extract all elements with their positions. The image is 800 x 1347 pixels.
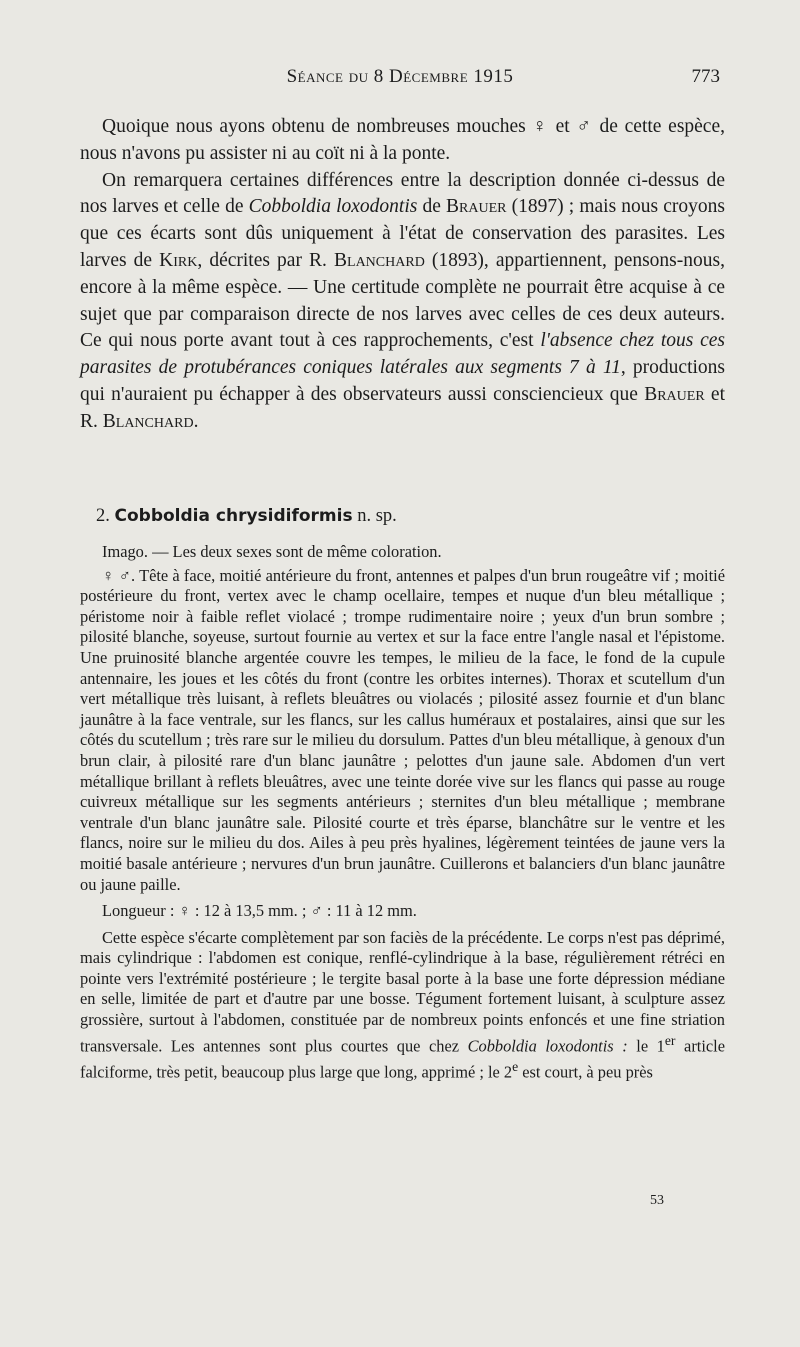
species-heading bbox=[96, 506, 397, 527]
author-name: Brauer bbox=[644, 383, 705, 405]
emphasis: l'absence chez tous ces parasites de protubérances coniques latérales aux segments 7 à 11 bbox=[80, 330, 725, 379]
text-run: le 1 bbox=[627, 1036, 665, 1056]
text-run: article falciforme, très petit, beaucoup plus large que long, apprimé ; le 2 bbox=[80, 1036, 725, 1082]
length-line: Longueur : ♀ : 12 à 13,5 mm. ; ♂ : 11 à 12 mm. bbox=[102, 901, 417, 921]
running-header bbox=[80, 66, 720, 96]
author-name: Blanchard bbox=[102, 410, 194, 432]
author-name: Kirk bbox=[159, 249, 198, 271]
author-name: Brauer bbox=[446, 196, 507, 218]
paragraph-1: Quoique nous ayons obtenu de nombreuses mouches ♀ et ♂ de cette espèce, nous n'avons pu assister ni au coït ni à la ponte. bbox=[80, 116, 725, 164]
text-run: de bbox=[417, 196, 447, 218]
comparison-paragraph bbox=[80, 928, 725, 1083]
text-run: , décrites par R. bbox=[197, 249, 335, 271]
superscript: er bbox=[664, 1032, 676, 1048]
heading-suffix: n. sp. bbox=[357, 506, 397, 526]
text-run: et R. bbox=[80, 383, 726, 432]
page-number: 773 bbox=[691, 66, 720, 87]
text-run: (1893), appartiennent, pensons-nous, encore à la même espèce. — Une certitude complète ne pourrait être acquise à ce sujet que par comparaison directe de nos larves avec celles de ces deux auteurs. Ce qui nous porte avant tout à ces rapprochements, c'est bbox=[80, 249, 725, 352]
text-run: . bbox=[193, 410, 199, 432]
author-name: Blanchard bbox=[334, 249, 425, 271]
text-run: On remarquera certaines différences entre la description donnée ci-dessus de nos larves et celle de bbox=[80, 169, 725, 218]
heading-number: 2. bbox=[96, 506, 110, 526]
text-run: (1897) ; mais nous croyons que ces écarts sont dûs uniquement à l'état de conservation des parasites. Les larves de bbox=[80, 196, 726, 271]
text-run: est court, à peu près bbox=[518, 1062, 653, 1082]
text-run: , productions qui n'auraient pu échapper à des observateurs aussi consciencieux que bbox=[80, 357, 725, 405]
species-name: Cobboldia loxodontis bbox=[248, 196, 418, 218]
upper-text bbox=[80, 114, 725, 436]
text-run: Cette espèce s'écarte complètement par son faciès de la précédente. Le corps n'est pas déprimé, mais cylindrique : l'abdomen est conique, renflé-cylindrique à la base, régulièrement rétréci en pointe vers l'extrémité postérieure ; le tergite basal porte à la base une forte dépression médiane en selle, limitée de part et d'autre par une bosse. Tégument fortement luisant, à sculpture assez grossière, surtout à l'abdomen, constituée par de nombreux points enfoncés et une fine striation transversale. Les antennes sont plus courtes que chez bbox=[80, 927, 725, 1056]
heading-species: Cobboldia chrysidiformis bbox=[114, 506, 353, 526]
signature-mark: 53 bbox=[650, 1193, 664, 1208]
superscript: e bbox=[512, 1058, 519, 1074]
imago-line: Imago. — Les deux sexes sont de même coloration. bbox=[102, 542, 442, 561]
description-paragraph: ♀ ♂. Tête à face, moitié antérieure du front, antennes et palpes d'un brun rougeâtre vif ; moitié postérieure du front, vertex avec le champ ocellaire, tempes et nuque d'un bleu métallique ; péristome noir à faible reflet violacé ; trompe rudimentaire noire ; yeux d'un brun sombre ; pilosité blanche, soyeuse, surtout fournie au vertex et sur la face entre l'angle nasal et l'épistome. Une pruinosité blanche argentée couvre les tempes, le milieu de la face, le fond de la cupule antennaire, les joues et les côtés du front (contre les orbites internes). Thorax et scutellum d'un vert métallique très luisant, à reflets bleuâtres ou violacés ; pilosité assez fournie et d'un blanc jaunâtre à la face ventrale, sur les flancs, sur les callus huméraux et postalaires, ainsi que sur les côtés du scutellum ; très rare sur le milieu du dorsulum. Pattes d'un bleu métallique, à genoux d'un brun clair, à pilosité rare d'un blanc jaunâtre ; pelottes d'un jaune sale. Abdomen d'un vert métallique brillant à reflets bleuâtres, avec une teinte dorée vive sur les flancs qui passe au rouge cuivreux métallique sur les segments antérieurs ; sternites d'un bleu métallique ; membrane ventrale d'un blanc jaunâtre sale. Pilosité courte et très éparse, blanchâtre sur le ventre et les flancs, noire sur le milieu du dos. Ailes à peu près hyalines, légèrement teintées de jaune vers la moitié basale antérieure ; nervures d'un brun jaunâtre. Cuillerons et balanciers d'un blanc jaunâtre ou jaune paille. bbox=[80, 565, 725, 894]
paragraph-2 bbox=[80, 168, 725, 436]
running-title: Séance du 8 Décembre 1915 bbox=[286, 66, 514, 87]
description-block bbox=[80, 542, 725, 1083]
species-name: Cobboldia loxodontis : bbox=[467, 1036, 628, 1056]
